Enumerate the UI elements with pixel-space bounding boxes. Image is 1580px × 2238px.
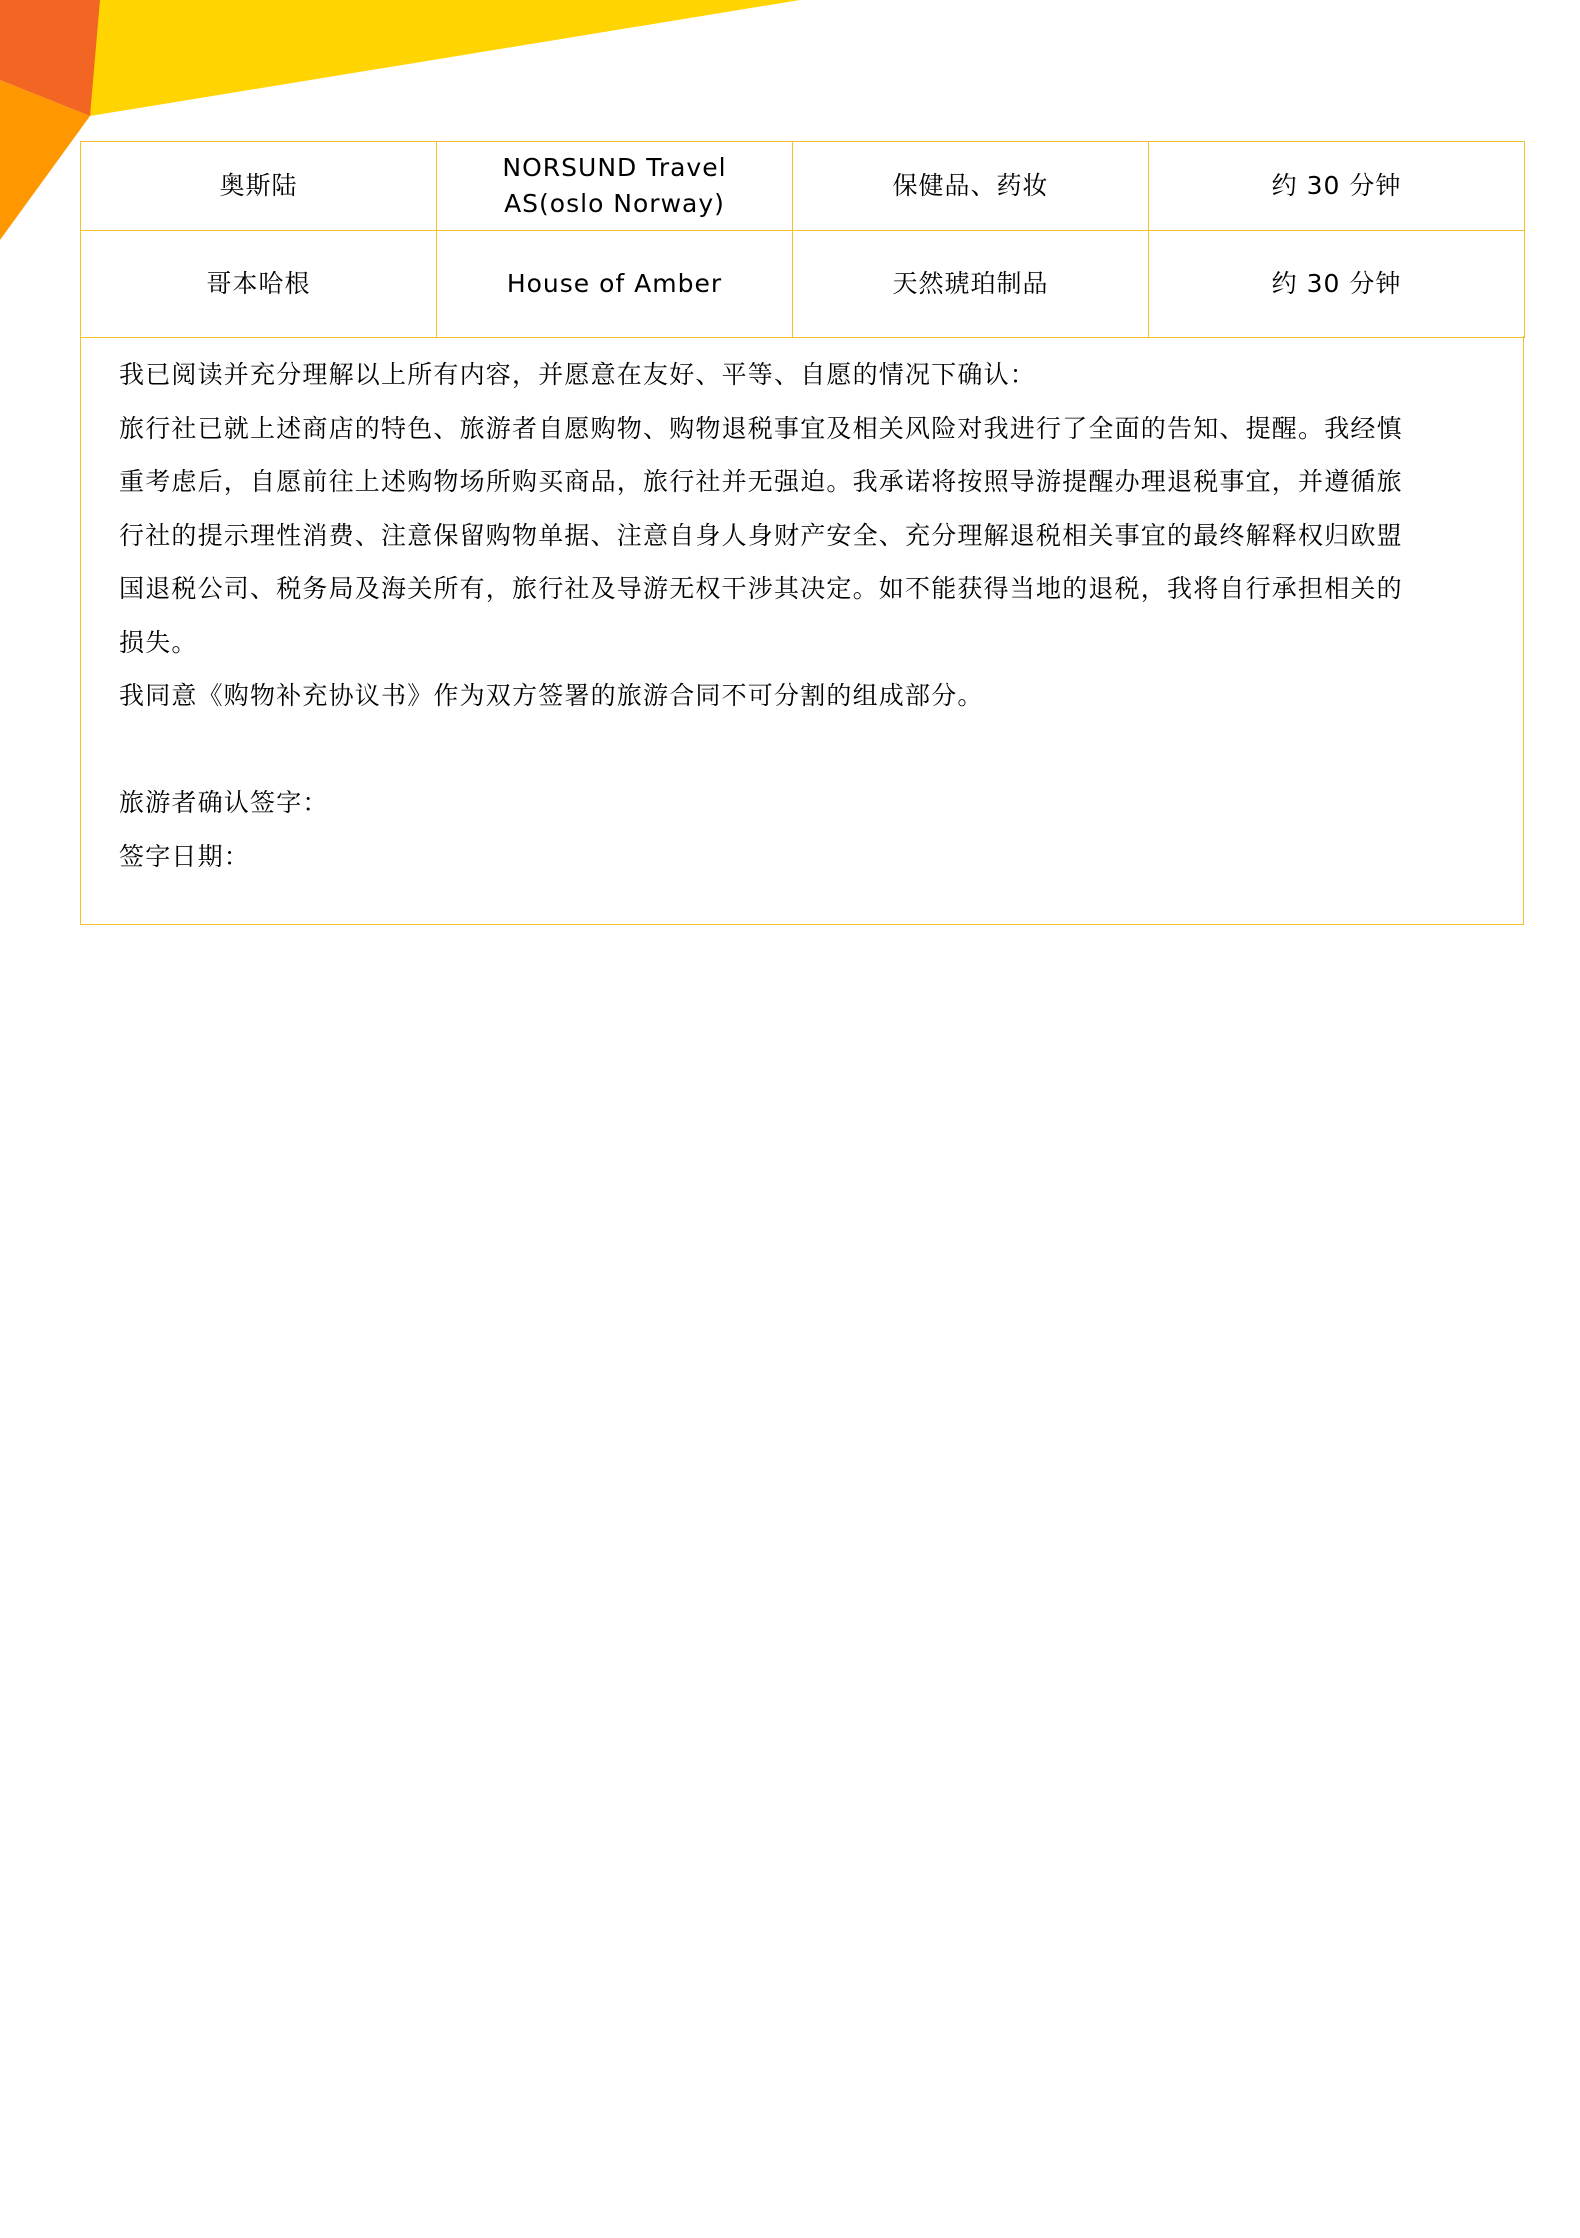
confirmation-body-line: 重考虑后，自愿前往上述购物场所购买商品，旅行社并无强迫。我承诺将按照导游提醒办理退税事宜，并遵循旅 — [119, 467, 1403, 496]
shop-name-cell — [437, 142, 793, 231]
shop-name-line: AS(oslo Norway) — [504, 189, 725, 218]
signature-label: 旅游者确认签字： — [119, 788, 329, 817]
goods-cell: 天然琥珀制品 — [793, 231, 1149, 338]
confirmation-intro: 我已阅读并充分理解以上所有内容，并愿意在友好、平等、自愿的情况下确认： — [119, 360, 1037, 389]
city-cell: 哥本哈根 — [81, 231, 437, 338]
confirmation-body-line: 损失。 — [119, 627, 198, 657]
city-cell: 奥斯陆 — [81, 142, 437, 231]
shop-name-cell: House of Amber — [437, 231, 793, 338]
duration-cell: 约 30 分钟 — [1149, 231, 1525, 338]
confirmation-body-line: 国退税公司、税务局及海关所有，旅行社及导游无权干涉其决定。如不能获得当地的退税，我将自行承担相关的 — [119, 574, 1403, 603]
confirmation-body-line: 旅行社已就上述商店的特色、旅游者自愿购物、购物退税事宜及相关风险对我进行了全面的告知、提醒。我经慎 — [119, 413, 1403, 443]
deco-yellow-band — [0, 0, 800, 116]
table-row — [81, 231, 1525, 338]
confirmation-section — [80, 336, 1524, 925]
duration-cell: 约 30 分钟 — [1149, 142, 1525, 231]
goods-cell: 保健品、药妆 — [793, 142, 1149, 231]
signature-date-label: 签字日期： — [119, 841, 251, 871]
blank-line — [119, 723, 1485, 777]
shopping-table — [80, 141, 1525, 338]
table-row — [81, 142, 1525, 231]
shop-name-line: NORSUND Travel — [502, 153, 727, 182]
agreement-statement: 我同意《购物补充协议书》作为双方签署的旅游合同不可分割的组成部分。 — [119, 681, 984, 710]
confirmation-body-line: 行社的提示理性消费、注意保留购物单据、注意自身人身财产安全、充分理解退税相关事宜的最终解释权归欧盟 — [119, 520, 1403, 550]
